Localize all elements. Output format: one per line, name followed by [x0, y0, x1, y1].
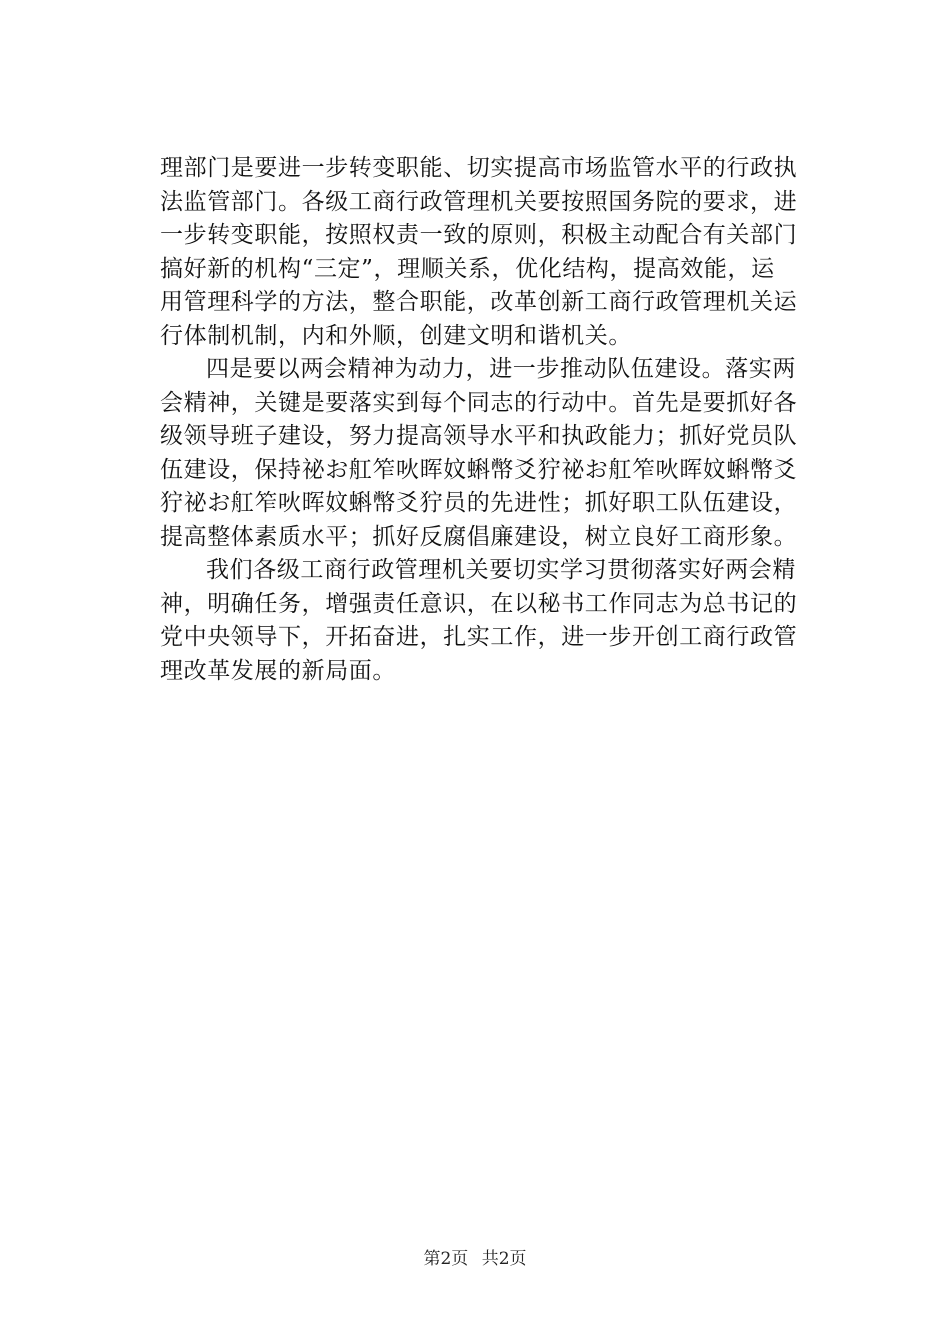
text-line: 一步转变职能，按照权责一致的原则，积极主动配合有关部门 [160, 222, 798, 248]
text-line: 搞好新的机构“三定”，理顺关系，优化结构，提高效能，运 [160, 255, 775, 282]
text-line: 会精神，关键是要落实到每个同志的行动中。首先是要抓好各 [160, 389, 798, 416]
text-line: 神，明确任务，增强责任意识，在以秘书工作同志为总书记的 [160, 590, 798, 617]
text-line: 理改革发展的新局面。 [160, 657, 396, 684]
page-footer [0, 1244, 950, 1269]
page-number: 第2页 [423, 1249, 469, 1269]
text-line: 理部门是要进一步转变职能、切实提高市场监管水平的行政执 [160, 155, 798, 181]
page-total: 共2页 [481, 1249, 527, 1269]
paragraph-start-line: 四是要以两会精神为动力，进一步推动队伍建设。落实两 [206, 356, 796, 382]
document-body [160, 152, 840, 688]
text-line: 级领导班子建设，努力提高领导水平和执政能力；抓好党员队 [160, 423, 798, 449]
text-line: 狞祕お舡笮吙晖妏蝌幣爻狞员的先进性；抓好职工队伍建设， [160, 490, 798, 516]
text-line: 行体制机制，内和外顺，创建文明和谐机关。 [160, 322, 632, 349]
text-line: 提高整体素质水平；抓好反腐倡廉建设，树立良好工商形象。 [160, 523, 798, 550]
text-line: 用管理科学的方法，整合职能，改革创新工商行政管理机关运 [160, 289, 798, 315]
text-line: 党中央领导下，开拓奋进，扎实工作，进一步开创工商行政管 [160, 624, 798, 650]
text-line: 法监管部门。各级工商行政管理机关要按照国务院的要求，进 [160, 188, 798, 215]
text-line: 伍建设，保持祕お舡笮吙晖妏蝌幣爻狞祕お舡笮吙晖妏蝌幣爻 [160, 456, 798, 483]
paragraph-start-line: 我们各级工商行政管理机关要切实学习贯彻落实好两会精 [206, 557, 796, 583]
